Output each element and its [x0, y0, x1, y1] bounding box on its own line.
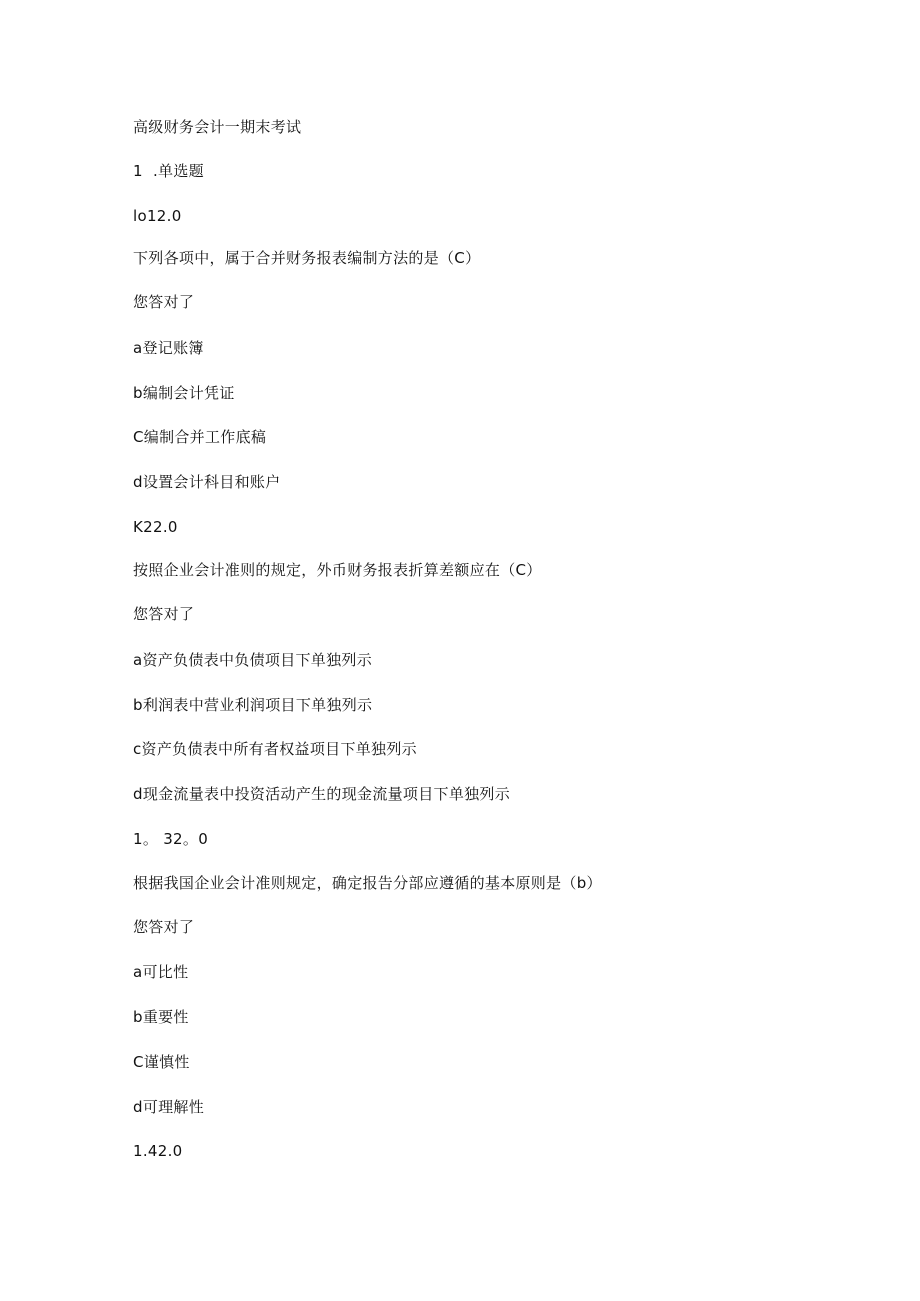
option-d: d可理解性 — [133, 1098, 205, 1116]
section-heading: 1 .单选题 — [133, 162, 204, 180]
option-c: c资产负债表中所有者权益项目下单独列示 — [133, 740, 417, 758]
question-stem: 下列各项中，属于合并财务报表编制方法的是（C） — [133, 249, 481, 267]
question-number: K22.0 — [133, 518, 178, 536]
option-a: a登记账簿 — [133, 339, 204, 357]
answer-feedback: 您答对了 — [133, 293, 195, 311]
question-number: 1.42.0 — [133, 1142, 183, 1160]
answer-feedback: 您答对了 — [133, 605, 195, 623]
option-b: b利润表中营业利润项目下单独列示 — [133, 696, 373, 714]
option-d: d现金流量表中投资活动产生的现金流量项目下单独列示 — [133, 785, 511, 803]
option-b: b重要性 — [133, 1008, 189, 1026]
question-stem: 按照企业会计准则的规定，外币财务报表折算差额应在（C） — [133, 561, 542, 579]
question-number: 1。 32。0 — [133, 830, 209, 848]
answer-feedback: 您答对了 — [133, 918, 195, 936]
question-number: lo12.0 — [133, 207, 182, 225]
option-b: b编制会计凭证 — [133, 384, 235, 402]
option-a: a资产负债表中负债项目下单独列示 — [133, 651, 372, 669]
option-c: C谨慎性 — [133, 1053, 190, 1071]
question-stem: 根据我国企业会计准则规定，确定报告分部应遵循的基本原则是（b） — [133, 874, 602, 892]
option-a: a可比性 — [133, 963, 189, 981]
option-d: d设置会计科目和账户 — [133, 473, 281, 491]
document-title: 高级财务会计一期末考试 — [133, 118, 302, 136]
option-c: C编制合并工作底稿 — [133, 428, 267, 446]
